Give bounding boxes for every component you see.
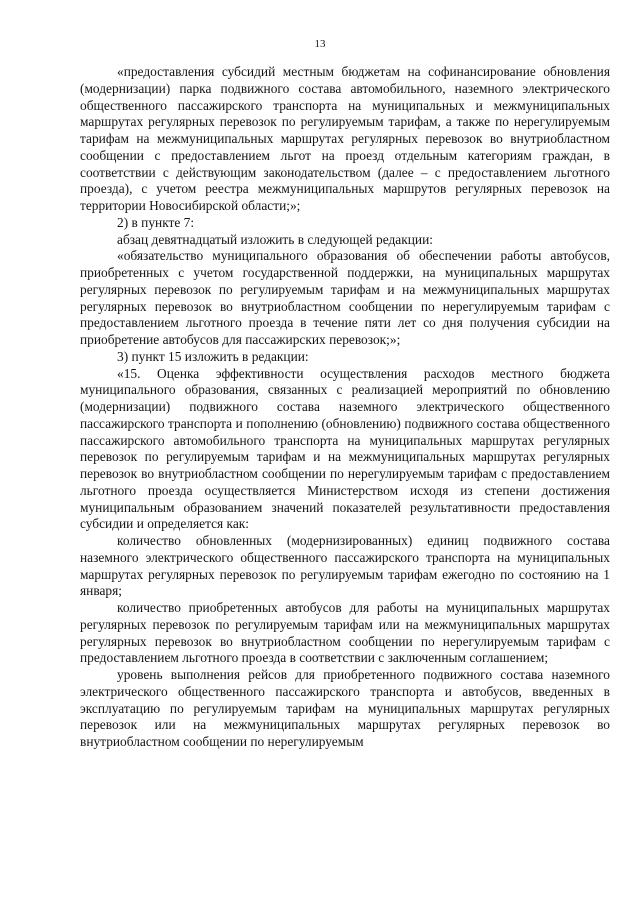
- page-number: 13: [314, 38, 326, 50]
- document-body: [80, 64, 610, 751]
- paragraph-abzac-19: абзац девятнадцатый изложить в следующей редакции:: [117, 231, 433, 247]
- paragraph-subsidy-purpose: «предоставления субсидий местным бюджетам на софинансирование обновления (модернизации) парка подвижного состава автомобильного, наземного электрического общественного пассажирского транспорта на муниципальных и межмуниципальных маршрутах регулярных перевозок по регулируемым тарифам, а также по нерегулируемым тарифам на межмуниципальных маршрутах регулярных перевозок во внутриобластном сообщении с предоставлением льгот на проезд отдельным категориям граждан, в соответствии с действующим законодательством (далее – с предоставлением льготного проезда), с учетом реестра межмуниципальных маршрутов регулярных перевозок на территории Новосибирской области;»;: [80, 64, 610, 213]
- paragraph-obligation: «обязательство муниципального образования об обеспечении работы автобусов, приобретенных с учетом государственной поддержки, на муниципальных маршрутах регулярных перевозок по регулируемым тарифам и на межмуниципальных маршрутах регулярных перевозок во внутриобластном сообщении по нерегулируемым тарифам с предоставлением льготного проезда в течение пяти лет со дня получения субсидии на приобретение автобусов для пассажирских перевозок;»;: [80, 248, 610, 347]
- paragraph-item-7: 2) в пункте 7:: [117, 214, 195, 230]
- paragraph-indicator-buses-purchased: количество приобретенных автобусов для работы на муниципальных маршрутах регулярных перевозок по регулируемым тарифам или на межмуниципальных маршрутах регулярных перевозок во внутриобластном сообщении по нерегулируемым тарифам с предоставлением льготного проезда в соответствии с заключенным соглашением;: [80, 600, 610, 666]
- paragraph-efficiency-assessment: «15. Оценка эффективности осуществления расходов местного бюджета муниципального образования, связанных с реализацией мероприятий по обновлению (модернизации) подвижного состава наземного электрического общественного пассажирского транспорта и пополнению (обновлению) подвижного состава общественного пассажирского автомобильного транспорта на муниципальных маршрутах регулярных перевозок по регулируемым тарифам и на межмуниципальных маршрутах регулярных перевозок во внутриобластном сообщении по нерегулируемым тарифам с предоставлением льготного проезда осуществляется Министерством исходя из степени достижения муниципальным образованием значений показателей результативности предоставления субсидии и определяется как:: [80, 365, 610, 532]
- paragraph-item-15: 3) пункт 15 изложить в редакции:: [117, 348, 309, 364]
- paragraph-indicator-modernized-units: количество обновленных (модернизированных) единиц подвижного состава наземного электрического общественного пассажирского транспорта на муниципальных маршрутах регулярных перевозок по регулируемым тарифам ежегодно по состоянию на 1 января;: [80, 533, 610, 599]
- paragraph-indicator-trip-level: уровень выполнения рейсов для приобретенного подвижного состава наземного электрического общественного пассажирского транспорта и автобусов, введенных в эксплуатацию по регулируемым тарифам на муниципальных маршрутах регулярных перевозок или на межмуниципальных маршрутах регулярных перевозок во внутриобластном сообщении по нерегулируемым: [80, 667, 610, 749]
